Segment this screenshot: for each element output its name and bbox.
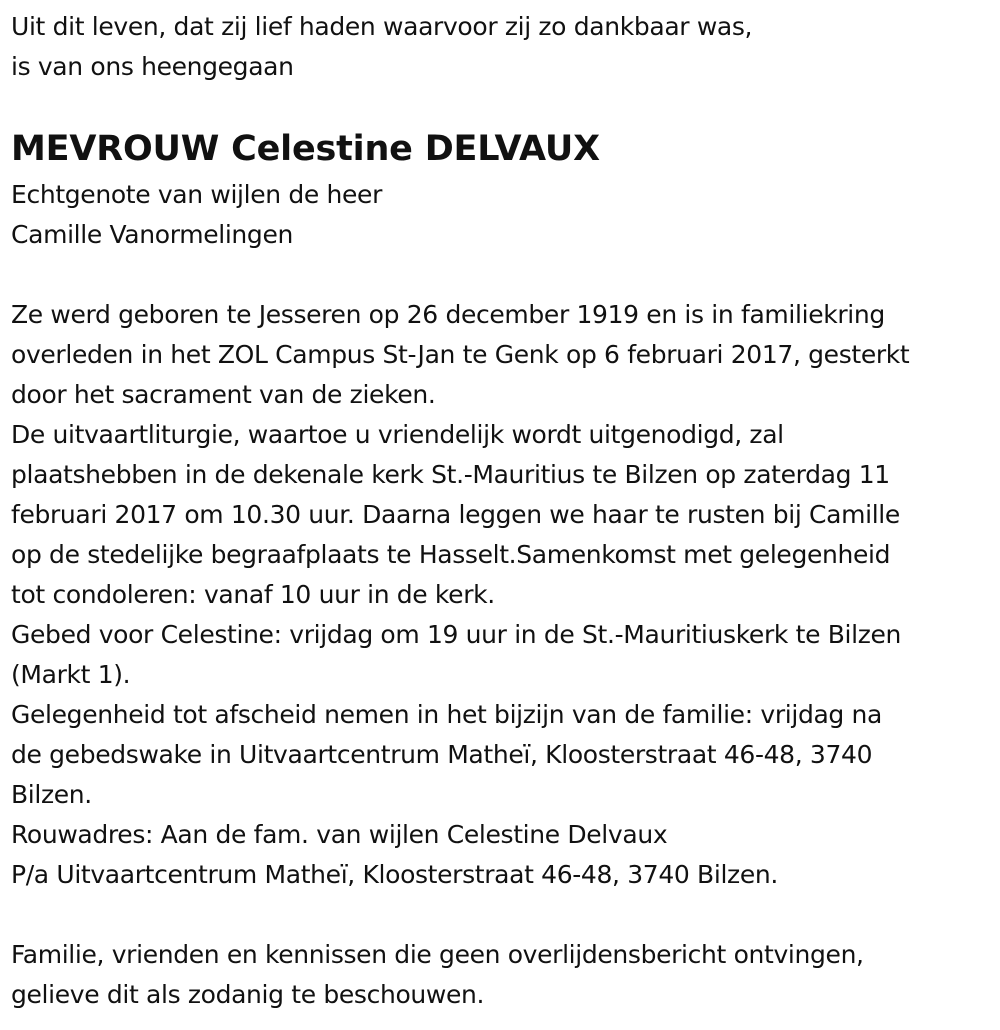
body-line: overleden in het ZOL Campus St-Jan te Genk op 6 februari 2017, gesterkt bbox=[11, 340, 910, 369]
closing-line-2: gelieve dit als zodanig te beschouwen. bbox=[11, 980, 485, 1009]
body-line: plaatshebben in de dekenale kerk St.-Mauritius te Bilzen op zaterdag 11 bbox=[11, 460, 890, 489]
body-line: Gebed voor Celestine: vrijdag om 19 uur in de St.-Mauritiuskerk te Bilzen bbox=[11, 620, 901, 649]
body-line: (Markt 1). bbox=[11, 660, 131, 689]
mourning-address-line: P/a Uitvaartcentrum Matheï, Kloosterstraat 46-48, 3740 Bilzen. bbox=[11, 860, 778, 889]
mourning-address-line: Rouwadres: Aan de fam. van wijlen Celestine Delvaux bbox=[11, 820, 668, 849]
paragraph-gap bbox=[11, 895, 996, 935]
closing-line-1: Familie, vrienden en kennissen die geen overlijdensbericht ontvingen, bbox=[11, 940, 864, 969]
spouse-line-2: Camille Vanormelingen bbox=[11, 220, 293, 249]
body-line: februari 2017 om 10.30 uur. Daarna leggen we haar te rusten bij Camille bbox=[11, 500, 900, 529]
obituary-notice bbox=[11, 7, 996, 1015]
body-line: de gebedswake in Uitvaartcentrum Matheï, Kloosterstraat 46-48, 3740 bbox=[11, 740, 873, 769]
body-line: op de stedelijke begraafplaats te Hasselt.Samenkomst met gelegenheid bbox=[11, 540, 891, 569]
paragraph-gap bbox=[11, 255, 996, 295]
body-line: door het sacrament van de zieken. bbox=[11, 380, 436, 409]
body-line: Bilzen. bbox=[11, 780, 92, 809]
intro-line-2: is van ons heengegaan bbox=[11, 52, 294, 81]
body-line: tot condoleren: vanaf 10 uur in de kerk. bbox=[11, 580, 495, 609]
deceased-name-heading: MEVROUW Celestine DELVAUX bbox=[11, 129, 600, 169]
intro-line-1: Uit dit leven, dat zij lief haden waarvoor zij zo dankbaar was, bbox=[11, 12, 753, 41]
body-line: De uitvaartliturgie, waartoe u vriendelijk wordt uitgenodigd, zal bbox=[11, 420, 784, 449]
body-line: Gelegenheid tot afscheid nemen in het bijzijn van de familie: vrijdag na bbox=[11, 700, 883, 729]
spouse-line-1: Echtgenote van wijlen de heer bbox=[11, 180, 383, 209]
body-line: Ze werd geboren te Jesseren op 26 december 1919 en is in familiekring bbox=[11, 300, 885, 329]
